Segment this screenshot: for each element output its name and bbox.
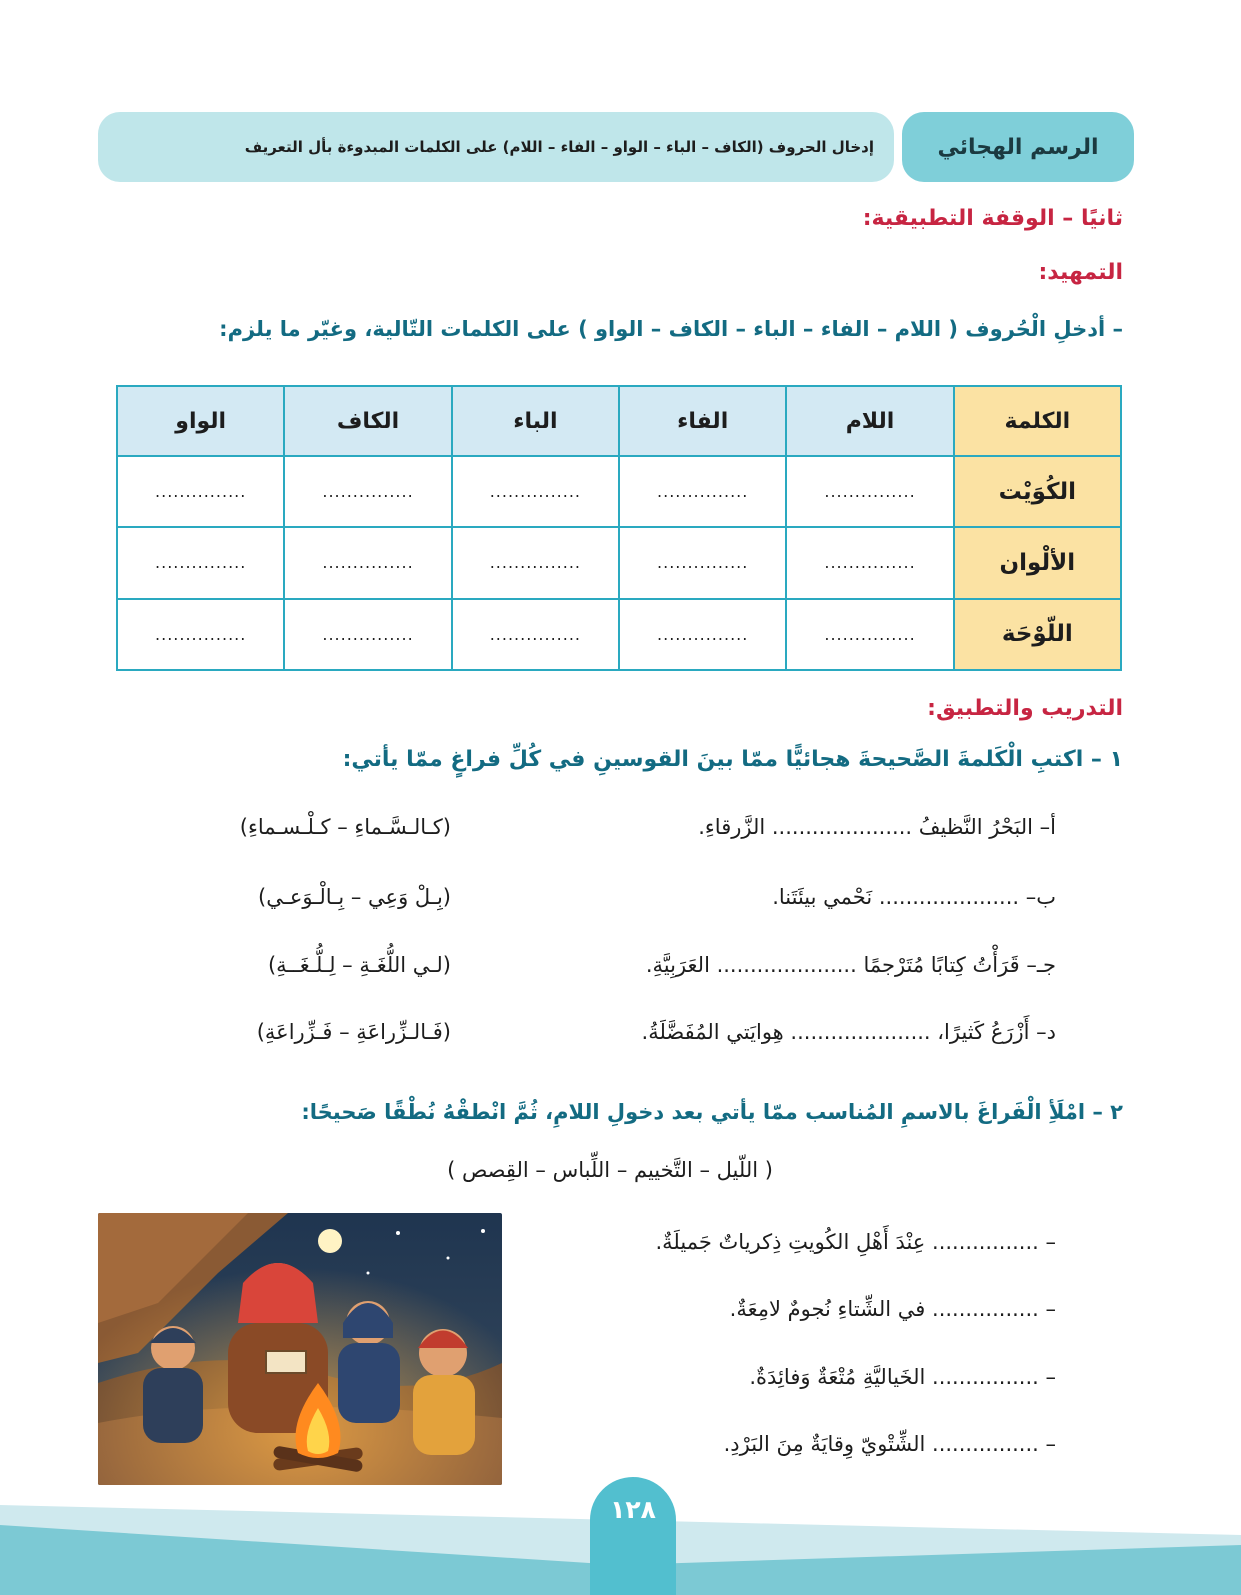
answer-blank[interactable]: ............... <box>786 527 953 598</box>
practice-title: التدريب والتطبيق: <box>927 696 1123 721</box>
answer-blank[interactable]: ............... <box>117 527 284 598</box>
exercise1-sentence: جـ– قَرَأْتُ كِتابًا مُتَرْجمًا ..................... العَرَبِيَّةِ. <box>645 953 1056 977</box>
table-header-row <box>117 386 1121 456</box>
table-row <box>117 599 1121 670</box>
answer-blank[interactable]: ............... <box>619 456 786 527</box>
topic-banner: إدخال الحروف (الكاف – الباء – الواو – الفاء – اللام) على الكلمات المبدوءة بأل التعريف <box>98 112 894 182</box>
answer-blank[interactable]: ............... <box>452 599 619 670</box>
table-row <box>117 456 1121 527</box>
table-row <box>117 527 1121 598</box>
table-word: اللّوْحَة <box>954 599 1121 670</box>
exercise2-instruction: ٢ – امْلَأِ الْفَراغَ بالاسمِ المُناسب ممّا يأتي بعد دخولِ اللامِ، ثُمَّ انْطقْهُ نُطْقًا صَحيحًا: <box>301 1100 1123 1124</box>
page-number: ١٢٨ <box>590 1477 676 1595</box>
table-header: الكلمة <box>954 386 1121 456</box>
answer-blank[interactable]: ............... <box>117 599 284 670</box>
answer-blank[interactable]: ............... <box>117 456 284 527</box>
exercise2-item: – ................ الخَياليَّةِ مُتْعَةٌ وَفائِدَةٌ. <box>749 1365 1056 1389</box>
intro-title: التمهيد: <box>1038 260 1123 285</box>
exercise2-item: – ................ عِنْدَ أَهْلِ الكُويتِ ذِكرياتٌ جَميلَةٌ. <box>655 1230 1056 1254</box>
exercise1-sentence: د– أَزْرَعُ كَثيرًا، ..................... هِوايَتي المُفَضَّلَةُ. <box>641 1020 1056 1044</box>
exercise2-item: – ................ في الشِّتاءِ نُجومٌ لامِعَةٌ. <box>729 1297 1056 1321</box>
answer-blank[interactable]: ............... <box>452 527 619 598</box>
part-title: ثانيًا – الوقفة التطبيقية: <box>862 206 1123 231</box>
answer-blank[interactable]: ............... <box>284 527 451 598</box>
section-tab: الرسم الهجائي <box>902 112 1134 182</box>
answer-blank[interactable]: ............... <box>452 456 619 527</box>
answer-blank[interactable]: ............... <box>619 599 786 670</box>
answer-blank[interactable]: ............... <box>619 527 786 598</box>
intro-instruction: – أدخلِ الْحُروف ( اللام – الفاء – الباء – الكاف – الواو ) على الكلمات التّالية، وغيّر ما يلزم: <box>219 317 1123 341</box>
table-header: الفاء <box>619 386 786 456</box>
table-header: الواو <box>117 386 284 456</box>
exercise1-options: (بِـلْ وَعِي – بِـالْـوَعـي) <box>258 885 451 909</box>
exercise2-choices: ( اللّيل – التَّخييم – اللِّباس – القِصص ) <box>447 1158 773 1182</box>
letters-table <box>116 385 1122 671</box>
table-word: الألْوان <box>954 527 1121 598</box>
exercise2-item: – ................ الشِّتْويّ وِقايَةٌ مِنَ البَرْدِ. <box>723 1432 1056 1456</box>
campfire-illustration <box>98 1213 502 1485</box>
table-header: الباء <box>452 386 619 456</box>
exercise1-sentence: أ– البَحْرُ النَّظيفُ ..................... الزَّرقاءِ. <box>698 815 1056 839</box>
table-header: اللام <box>786 386 953 456</box>
exercise1-options: (لـي اللُّغَـةِ – لِـلُّـغَــةِ) <box>267 953 451 977</box>
answer-blank[interactable]: ............... <box>284 456 451 527</box>
exercise1-instruction: ١ – اكتبِ الْكَلمةَ الصَّحيحةَ هجائيًّا ممّا بينَ القوسينِ في كُلِّ فراغٍ ممّا يأتي: <box>342 747 1123 772</box>
exercise1-options: (فَـالـزِّراعَةِ – فَـزِّراعَةِ) <box>256 1020 451 1044</box>
table-word: الكُوَيْت <box>954 456 1121 527</box>
answer-blank[interactable]: ............... <box>786 456 953 527</box>
answer-blank[interactable]: ............... <box>786 599 953 670</box>
exercise1-options: (كـالـسَّـماءِ – كـلْـسـماءِ) <box>239 815 451 839</box>
answer-blank[interactable]: ............... <box>284 599 451 670</box>
table-header: الكاف <box>284 386 451 456</box>
exercise1-sentence: ب– ..................... نَحْمي بيئَتَنا. <box>772 885 1056 909</box>
